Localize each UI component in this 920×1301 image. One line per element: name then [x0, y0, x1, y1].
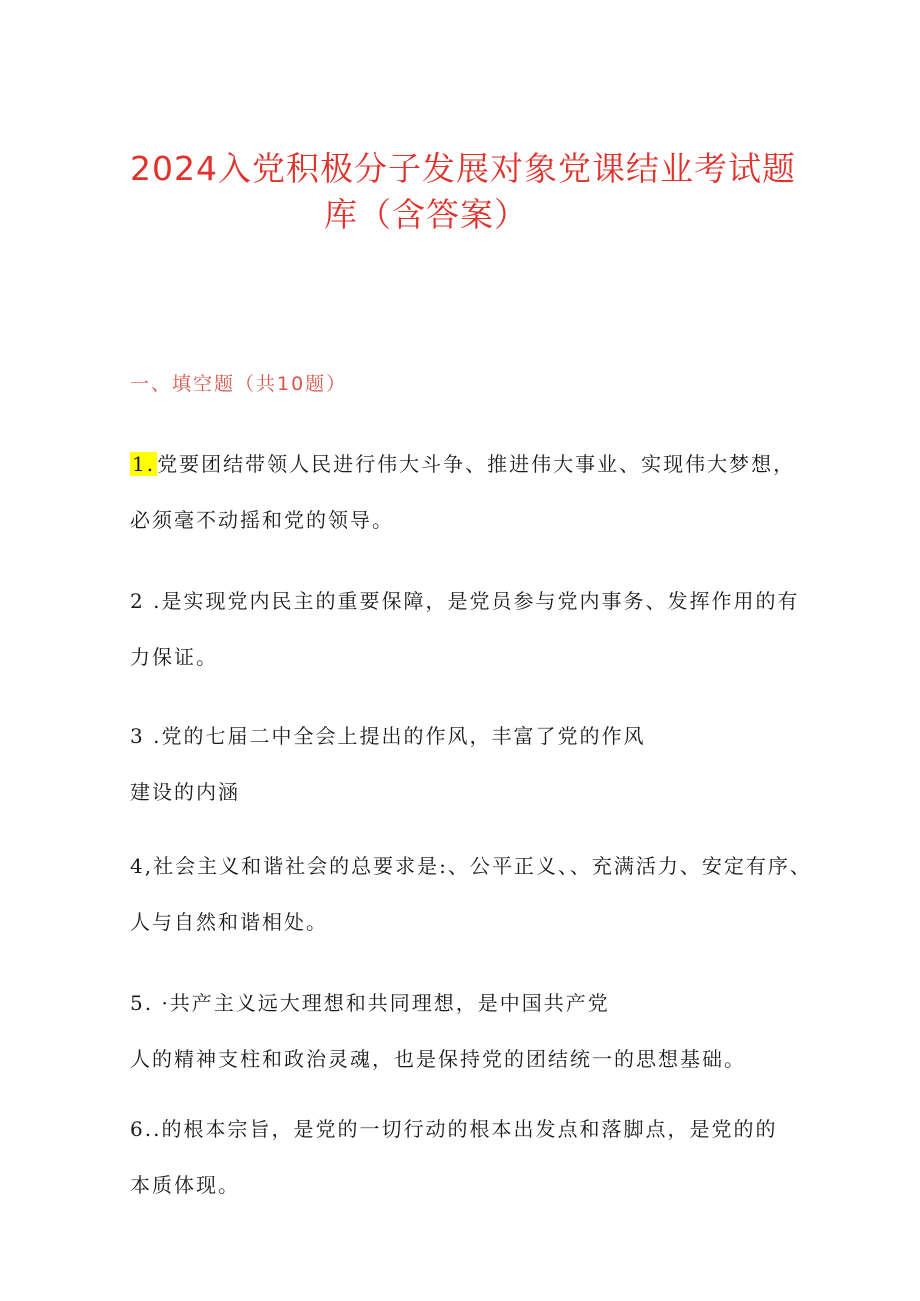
question-3-line-1	[130, 716, 645, 772]
question-2-line-1	[130, 581, 799, 637]
question-1-line-2: 必须毫不动摇和党的领导。	[130, 508, 394, 532]
question-6-number: 6.	[130, 1117, 154, 1141]
question-3-number: 3	[130, 724, 145, 748]
question-4-line-2: 人与自然和谐相处。	[130, 910, 328, 934]
question-6-text: .的根本宗旨，是党的一切行动的根本出发点和落脚点，是党的的	[153, 1117, 778, 1141]
question-5-text: ·共产主义远大理想和共同理想，是中国共产党	[153, 991, 610, 1015]
question-6-line-1	[130, 1109, 777, 1165]
question-4-text: 社会主义和谐社会的总要求是:、公平正义、、充满活力、安定有序、	[153, 854, 812, 878]
question-5-line-2: 人的精神支柱和政治灵魂，也是保持党的团结统一的思想基础。	[130, 1047, 746, 1071]
title-line-2: 库（含答案）	[324, 195, 528, 234]
question-5	[130, 983, 746, 1095]
question-4-number: 4,	[130, 854, 154, 878]
question-3	[130, 716, 645, 828]
question-1-line-1	[130, 444, 795, 500]
section-heading: 一、填空题（共10题）	[130, 373, 348, 395]
question-3-line-2: 建设的内涵	[130, 780, 240, 804]
question-1-text: 党要团结带领人民进行伟大斗争、推进伟大事业、实现伟大梦想，	[157, 452, 796, 476]
question-4	[130, 846, 812, 958]
question-4-line-1	[130, 846, 812, 902]
question-2	[130, 581, 799, 693]
question-2-number: 2	[130, 589, 145, 613]
question-6-line-2: 本质体现。	[130, 1173, 240, 1197]
question-3-text: .党的七届二中全会上提出的作风，丰富了党的作风	[144, 724, 646, 748]
question-5-line-1	[130, 983, 746, 1039]
title-line-1: 2024入党积极分子发展对象党课结业考试题	[130, 149, 796, 188]
question-5-number: 5.	[130, 991, 154, 1015]
question-1	[130, 444, 795, 556]
question-2-line-2: 力保证。	[130, 645, 218, 669]
question-2-text: .是实现党内民主的重要保障，是党员参与党内事务、发挥作用的有	[144, 589, 800, 613]
question-1-number: 1.	[132, 452, 156, 476]
question-6	[130, 1109, 777, 1221]
